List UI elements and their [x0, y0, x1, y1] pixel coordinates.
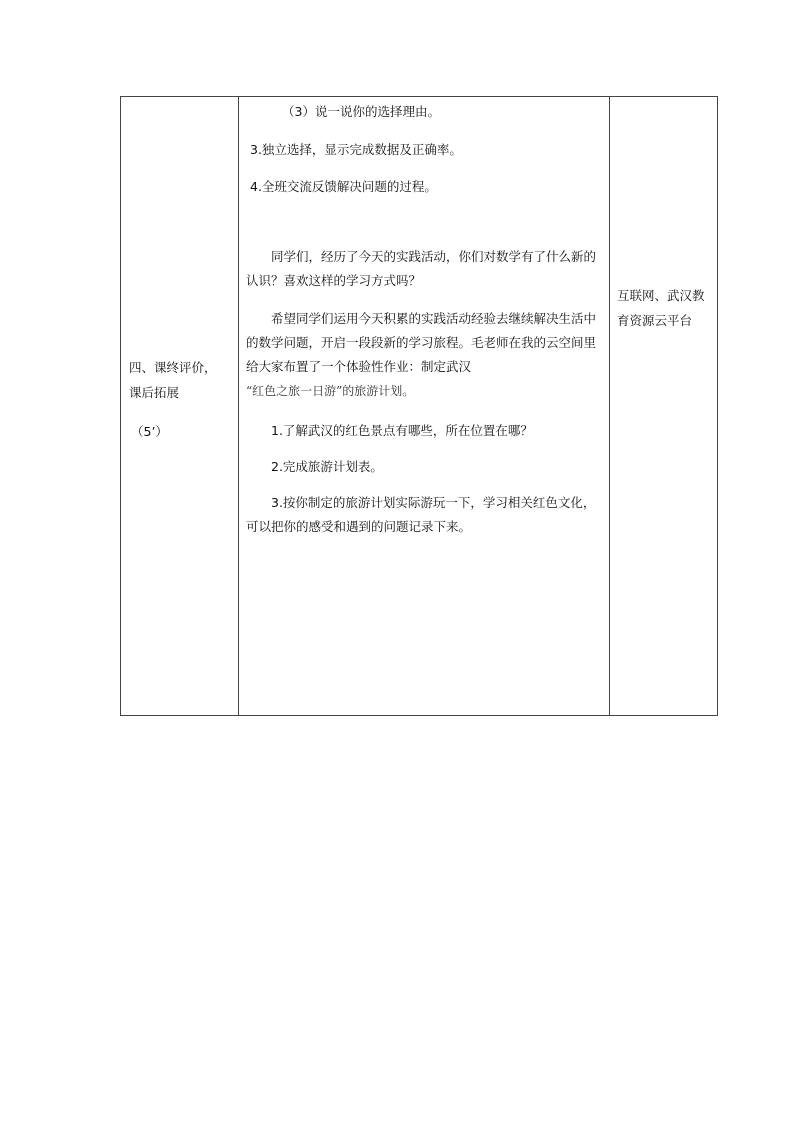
- task-2: 2.完成旅游计划表。: [271, 459, 383, 474]
- step-4: 4.全班交流反馈解决问题的过程。: [250, 179, 437, 194]
- lesson-table: [120, 96, 718, 716]
- resource-text: 互联网、武汉教育资源云平台: [617, 288, 705, 328]
- column-divider: [238, 97, 239, 715]
- step-3: 3.独立选择，显示完成数据及正确率。: [250, 142, 462, 157]
- task-3: 3.按你制定的旅游计划实际游玩一下，学习相关红色文化，可以把你的感受和遇到的问题记录下来。: [246, 495, 596, 534]
- homework-intro-text: 希望同学们运用今天积累的实践活动经验去继续解决生活中的数学问题，开启一段段新的学习旅程。毛老师在我的云空间里给大家布置了一个体验性作业：制定武汉: [246, 311, 597, 374]
- reflection-question: 同学们，经历了今天的实践活动，你们对数学有了什么新的认识？喜欢这样的学习方式吗？: [246, 249, 597, 288]
- task-1: 1.了解武汉的红色景点有哪些，所在位置在哪？: [271, 423, 533, 438]
- step-3-sub: （3）说一说你的选择理由。: [282, 104, 440, 119]
- resource-cell: [617, 283, 713, 333]
- column-divider: [609, 97, 610, 715]
- homework-plan-title: “红色之旅一日游”的旅游计划。: [246, 384, 415, 398]
- stage-title-line1: 四、课终评价，: [129, 360, 217, 375]
- stage-title-line2: 课后拓展: [129, 385, 180, 400]
- stage-cell: [129, 355, 233, 444]
- stage-time: （5’）: [131, 424, 168, 439]
- homework-intro: [246, 307, 598, 403]
